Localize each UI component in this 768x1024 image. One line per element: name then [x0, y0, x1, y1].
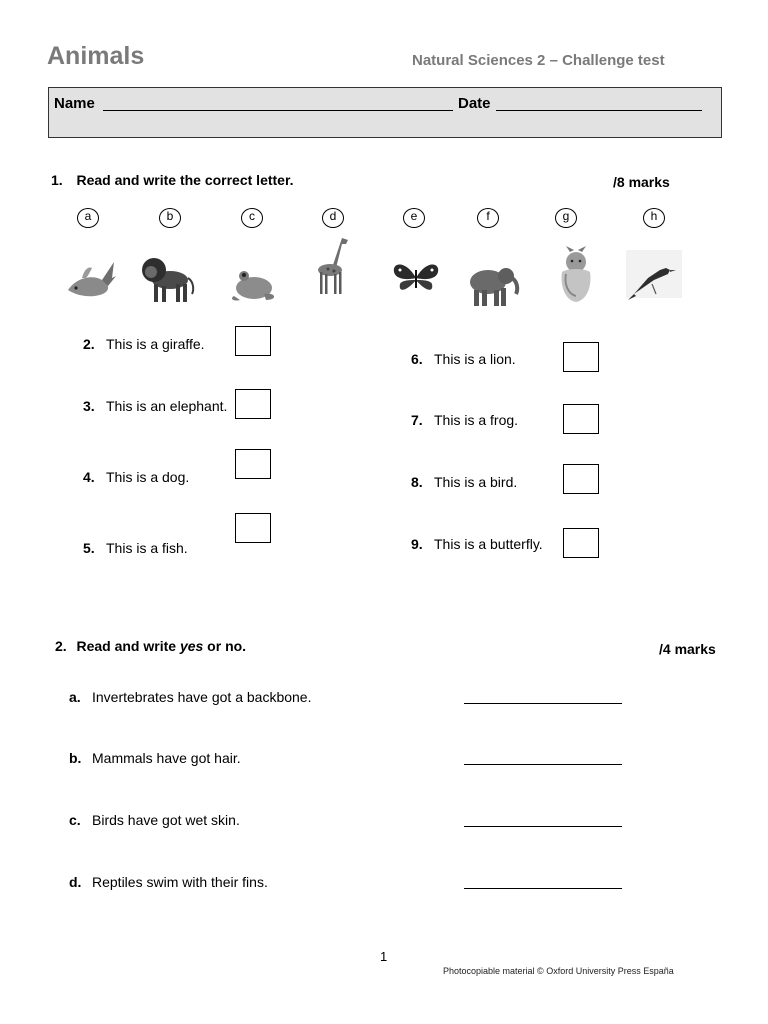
- item-3-number: 3.: [83, 398, 95, 414]
- item-5-number: 5.: [83, 540, 95, 556]
- dog-icon: [550, 244, 606, 306]
- yn-item-a-letter: a.: [69, 689, 81, 705]
- page-number: 1: [380, 949, 388, 964]
- lion-icon: [140, 248, 196, 310]
- item-9-number: 9.: [411, 536, 423, 552]
- letter-circle-g: g: [555, 208, 577, 228]
- answer-line-a[interactable]: [464, 703, 622, 704]
- yn-item-a-text: Invertebrates have got a backbone.: [92, 689, 312, 705]
- copyright-notice: Photocopiable material © Oxford University Press España: [443, 966, 674, 976]
- elephant-icon: [464, 252, 520, 314]
- name-field[interactable]: [103, 110, 453, 111]
- answer-box-8[interactable]: [563, 464, 599, 494]
- fish-icon: [62, 248, 118, 310]
- item-5: [83, 540, 188, 556]
- answer-box-4[interactable]: [235, 449, 271, 479]
- answer-box-2[interactable]: [235, 326, 271, 356]
- yn-item-b: [69, 750, 241, 766]
- item-7-number: 7.: [411, 412, 423, 428]
- name-label: Name: [54, 95, 95, 112]
- item-3: [83, 398, 227, 414]
- date-label: Date: [458, 95, 491, 112]
- yn-item-d: [69, 874, 268, 890]
- answer-box-6[interactable]: [563, 342, 599, 372]
- letter-circle-e: e: [403, 208, 425, 228]
- bird-icon: [626, 250, 682, 312]
- answer-line-b[interactable]: [464, 764, 622, 765]
- letter-circle-h: h: [643, 208, 665, 228]
- item-4-text: This is a dog.: [106, 469, 190, 485]
- frog-icon: [226, 252, 282, 314]
- answer-box-7[interactable]: [563, 404, 599, 434]
- yn-item-d-letter: d.: [69, 874, 82, 890]
- yn-item-a: [69, 689, 311, 705]
- letter-circle-b: b: [159, 208, 181, 228]
- answer-line-d[interactable]: [464, 888, 622, 889]
- item-2-text: This is a giraffe.: [106, 336, 205, 352]
- giraffe-icon: [306, 234, 362, 296]
- yn-item-c-text: Birds have got wet skin.: [92, 812, 240, 828]
- item-6-text: This is a lion.: [434, 351, 516, 367]
- yn-item-c-letter: c.: [69, 812, 81, 828]
- section1-instruction: Read and write the correct letter.: [76, 172, 294, 188]
- item-2: [83, 336, 205, 352]
- section2-instruction-pre: Read and write: [76, 638, 180, 654]
- name-date-box: [48, 87, 722, 138]
- yn-item-b-text: Mammals have got hair.: [92, 750, 241, 766]
- item-8-number: 8.: [411, 474, 423, 490]
- yn-item-d-text: Reptiles swim with their fins.: [92, 874, 268, 890]
- item-5-text: This is a fish.: [106, 540, 188, 556]
- section2-instruction-em: yes: [179, 638, 204, 654]
- letter-circle-c: c: [241, 208, 263, 228]
- item-7: [411, 412, 518, 428]
- letter-circle-d: d: [322, 208, 344, 228]
- page-subtitle: Natural Sciences 2 – Challenge test: [412, 52, 665, 69]
- item-9-text: This is a butterfly.: [434, 536, 543, 552]
- page-title: Animals: [47, 42, 145, 70]
- section2-heading: [55, 638, 246, 654]
- section1-heading: [51, 172, 294, 188]
- section2-instruction-post: or no.: [203, 638, 247, 654]
- item-4: [83, 469, 189, 485]
- item-4-number: 4.: [83, 469, 95, 485]
- item-8-text: This is a bird.: [434, 474, 518, 490]
- section2-marks: /4 marks: [659, 641, 716, 657]
- answer-box-5[interactable]: [235, 513, 271, 543]
- letter-circle-f: f: [477, 208, 499, 228]
- yn-item-c: [69, 812, 240, 828]
- item-7-text: This is a frog.: [434, 412, 519, 428]
- item-3-text: This is an elephant.: [106, 398, 228, 414]
- answer-box-9[interactable]: [563, 528, 599, 558]
- item-6: [411, 351, 516, 367]
- item-6-number: 6.: [411, 351, 423, 367]
- section2-number: 2.: [55, 638, 67, 654]
- item-9: [411, 536, 543, 552]
- item-8: [411, 474, 517, 490]
- item-2-number: 2.: [83, 336, 95, 352]
- answer-line-c[interactable]: [464, 826, 622, 827]
- section1-number: 1.: [51, 172, 63, 188]
- butterfly-icon: [388, 250, 444, 312]
- answer-box-3[interactable]: [235, 389, 271, 419]
- letter-circle-a: a: [77, 208, 99, 228]
- date-field[interactable]: [496, 110, 702, 111]
- yn-item-b-letter: b.: [69, 750, 82, 766]
- section1-marks: /8 marks: [613, 174, 670, 190]
